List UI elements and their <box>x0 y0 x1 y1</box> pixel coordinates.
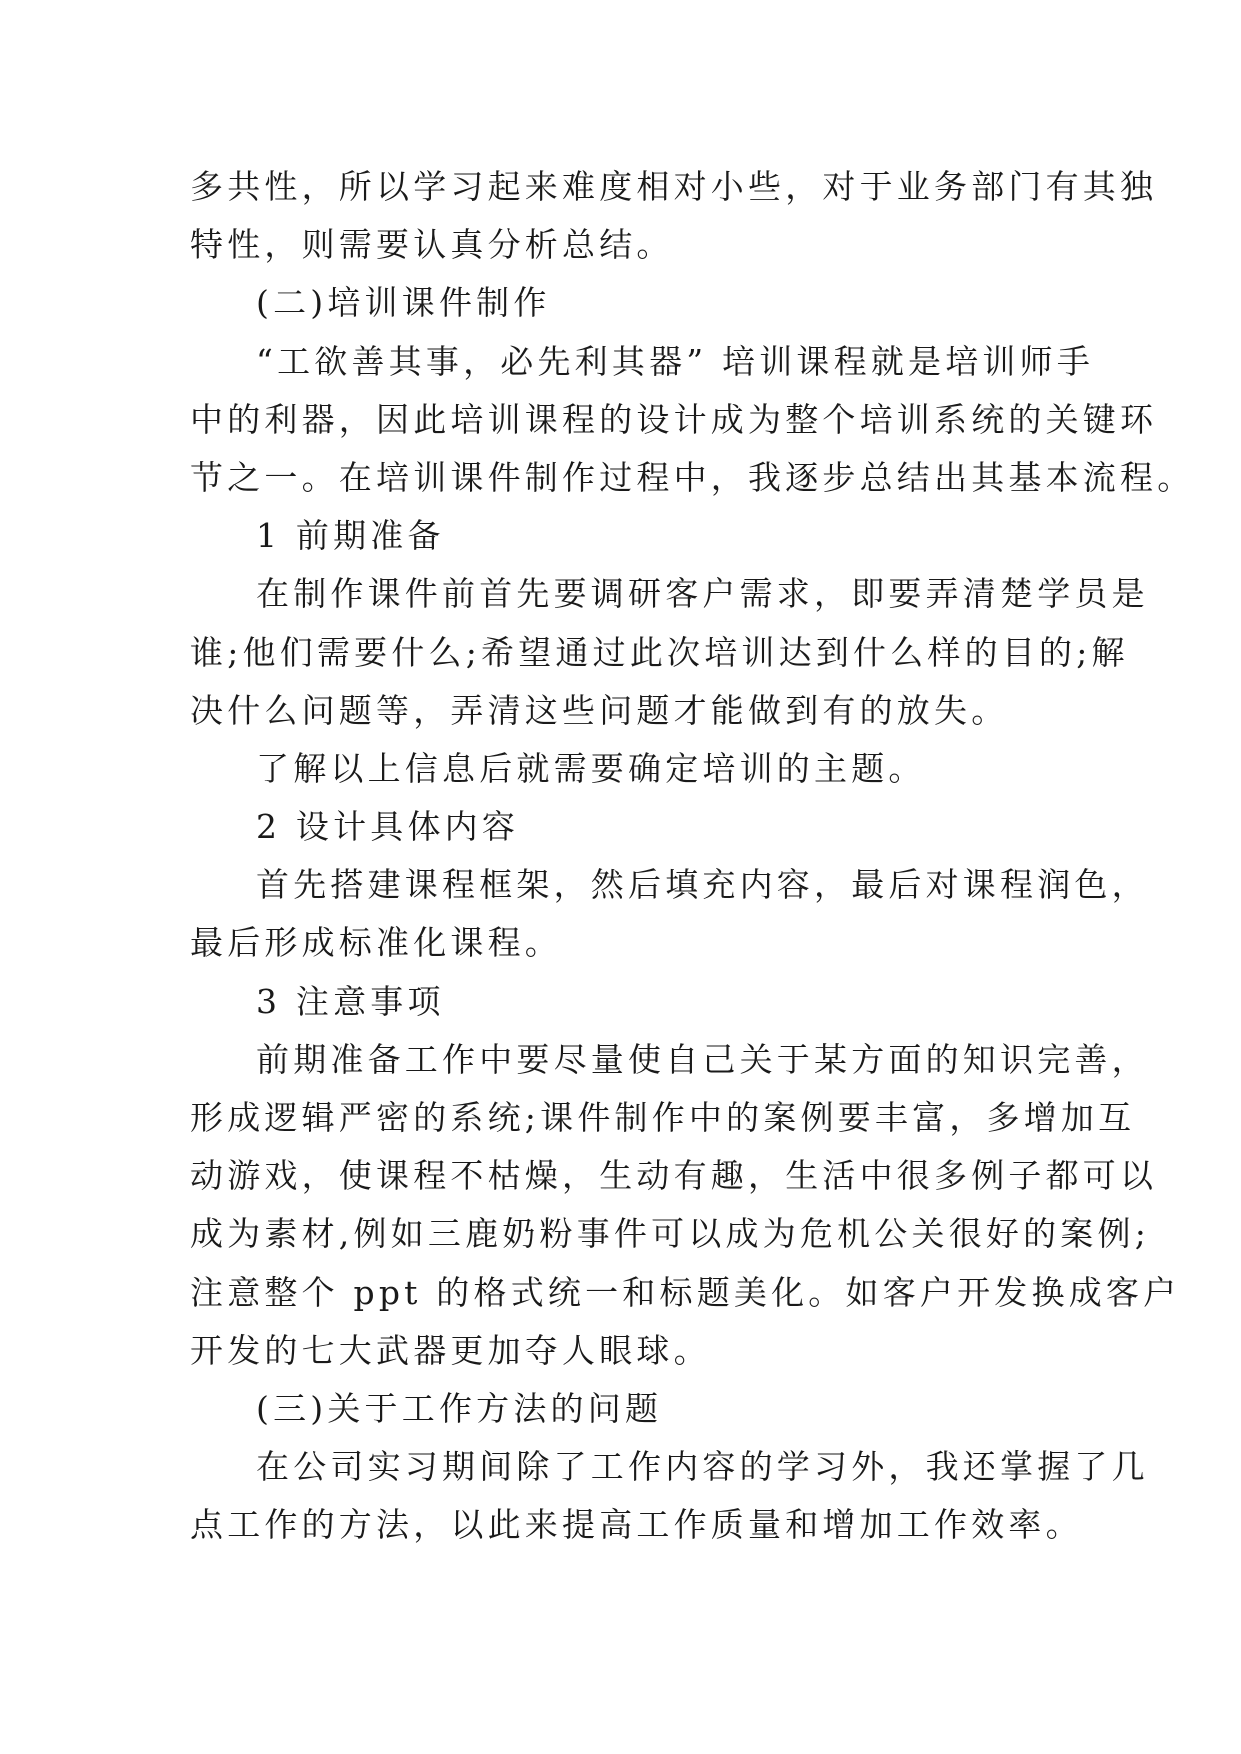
text-line: 动游戏，使课程不枯燥，生动有趣，生活中很多例子都可以 <box>190 1156 1158 1196</box>
text-line: 形成逻辑严密的系统;课件制作中的案例要丰富，多增加互 <box>190 1098 1136 1137</box>
text-line: 首先搭建课程框架，然后填充内容，最后对课程润色， <box>256 865 1149 905</box>
text-line: 开发的七大武器更加夺人眼球。 <box>190 1330 711 1370</box>
text-line: 在制作课件前首先要调研客户需求，即要弄清楚学员是 <box>256 574 1149 614</box>
document-body <box>190 158 1195 1555</box>
text-line: 注意整个 ppt 的格式统一和标题美化。如客户开发换成客户 <box>190 1272 1181 1312</box>
text-line: 决什么问题等，弄清这些问题才能做到有的放失。 <box>190 690 1009 730</box>
text-line: “工欲善其事，必先利其器” 培训课程就是培训师手 <box>256 341 1095 381</box>
text-line: 在公司实习期间除了工作内容的学习外，我还掌握了几 <box>256 1447 1149 1487</box>
text-line: 成为素材,例如三鹿奶粉事件可以成为危机公关很好的案例; <box>190 1214 1151 1254</box>
text-line: 多共性，所以学习起来难度相对小些，对于业务部门有其独 <box>190 167 1158 206</box>
text-line: 了解以上信息后就需要确定培训的主题。 <box>256 748 926 788</box>
subsection-heading: 3 注意事项 <box>256 981 445 1021</box>
text-line: 中的利器，因此培训课程的设计成为整个培训系统的关键环 <box>190 399 1158 439</box>
text-line: 点工作的方法，以此来提高工作质量和增加工作效率。 <box>190 1505 1083 1545</box>
text-line: 最后形成标准化课程。 <box>190 923 562 963</box>
text-line: 谁;他们需要什么;希望通过此次培训达到什么样的目的;解 <box>190 632 1129 672</box>
subsection-heading: 1 前期准备 <box>256 516 445 556</box>
subsection-heading: 2 设计具体内容 <box>256 807 520 847</box>
section-heading: (二)培训课件制作 <box>256 283 551 323</box>
text-line: 节之一。在培训课件制作过程中，我逐步总结出其基本流程。 <box>190 457 1195 497</box>
text-line: 前期准备工作中要尽量使自己关于某方面的知识完善， <box>256 1039 1149 1079</box>
text-line: 特性，则需要认真分析总结。 <box>190 225 674 265</box>
section-heading: (三)关于工作方法的问题 <box>256 1388 663 1428</box>
